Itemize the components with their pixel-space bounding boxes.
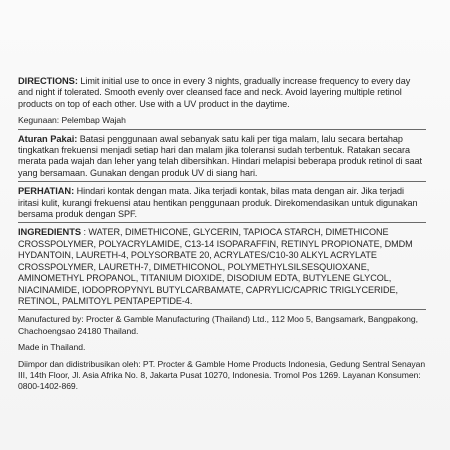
- directions-heading: DIRECTIONS:: [18, 76, 78, 86]
- ingredients-heading: INGREDIENTS: [18, 227, 81, 238]
- aturan-heading: Aturan Pakai:: [18, 133, 78, 144]
- directions-section: [18, 76, 426, 110]
- aturan-section: [18, 134, 426, 183]
- importer-info: Diimpor dan didistribusikan oleh: PT. Procter & Gamble Home Products Indonesia, Gedung Sentral Senayan III, 14th Floor, Jl. Asia Afrika No. 8, Jakarta Pusat 10270, Indonesia. Tromol Pos 1269. Layanan Konsumen: 0800-1402-869.: [18, 358, 426, 392]
- ingredients-section: [18, 227, 426, 310]
- perhatian-text: Hindari kontak dengan mata. Jika terjadi kontak, bilas mata dengan air. Jika terjadi iritasi kulit, kurangi frekuensi atau hentikan penggunaan produk. Direkomendasikan untuk digunakan bersama produk dengan SPF.: [18, 186, 418, 220]
- directions-text: Limit initial use to once in every 3 nights, gradually increase frequency to every day and night if tolerated. Smooth evenly over cleansed face and neck. Avoid layering multiple retinol products on top of each other. Use with a UV product in the daytime.: [18, 76, 411, 109]
- manufactured-by: Manufactured by: Procter & Gamble Manufacturing (Thailand) Ltd., 112 Moo 5, Bangsamark, Bangpakong, Chachoengsao 24180 Thailand.: [18, 314, 418, 336]
- label-text-block: [18, 76, 426, 398]
- perhatian-section: [18, 186, 426, 223]
- kegunaan-line: Kegunaan: Pelembap Wajah: [18, 115, 426, 129]
- aturan-text: Batasi penggunaan awal sebanyak satu kali per tiga malam, lalu secara bertahap tingkatkan frekuensi menjadi setiap hari dan malam jika toleransi sudah terbentuk. Ratakan secara merata pada wajah dan leher yang telah dibersihkan. Hindari melapisi beberapa produk retinol di saat yang bersamaan. Gunakan dengan produk UV di siang hari.: [18, 133, 422, 178]
- perhatian-heading: PERHATIAN:: [18, 186, 75, 197]
- made-in: Made in Thailand.: [18, 342, 86, 353]
- ingredients-text: : WATER, DIMETHICONE, GLYCERIN, TAPIOCA STARCH, DIMETHICONE CROSSPOLYMER, POLYACRYLAMIDE, C13-14 ISOPARAFFIN, RETINYL PROPIONATE, DMDM HYDANTOIN, LAURETH-4, POLYSORBATE 20, ACRYLATES/C10-30 ALKYL ACRYLATE CROSSPOLYMER, LAURETH-7, DIMETHICONOL, POLYMETHYLSILSESQUIOXANE, AMINOMETHYL PROPANOL, TITANIUM DIOXIDE, DISODIUM EDTA, BUTYLENE GLYCOL, NIACINAMIDE, IODOPROPYNYL BUTYLCARBAMATE, CAPRYLIC/CAPRIC TRIGLYCERIDE, RETINOL, PALMITOYL PENTAPEPTIDE-4.: [18, 227, 413, 306]
